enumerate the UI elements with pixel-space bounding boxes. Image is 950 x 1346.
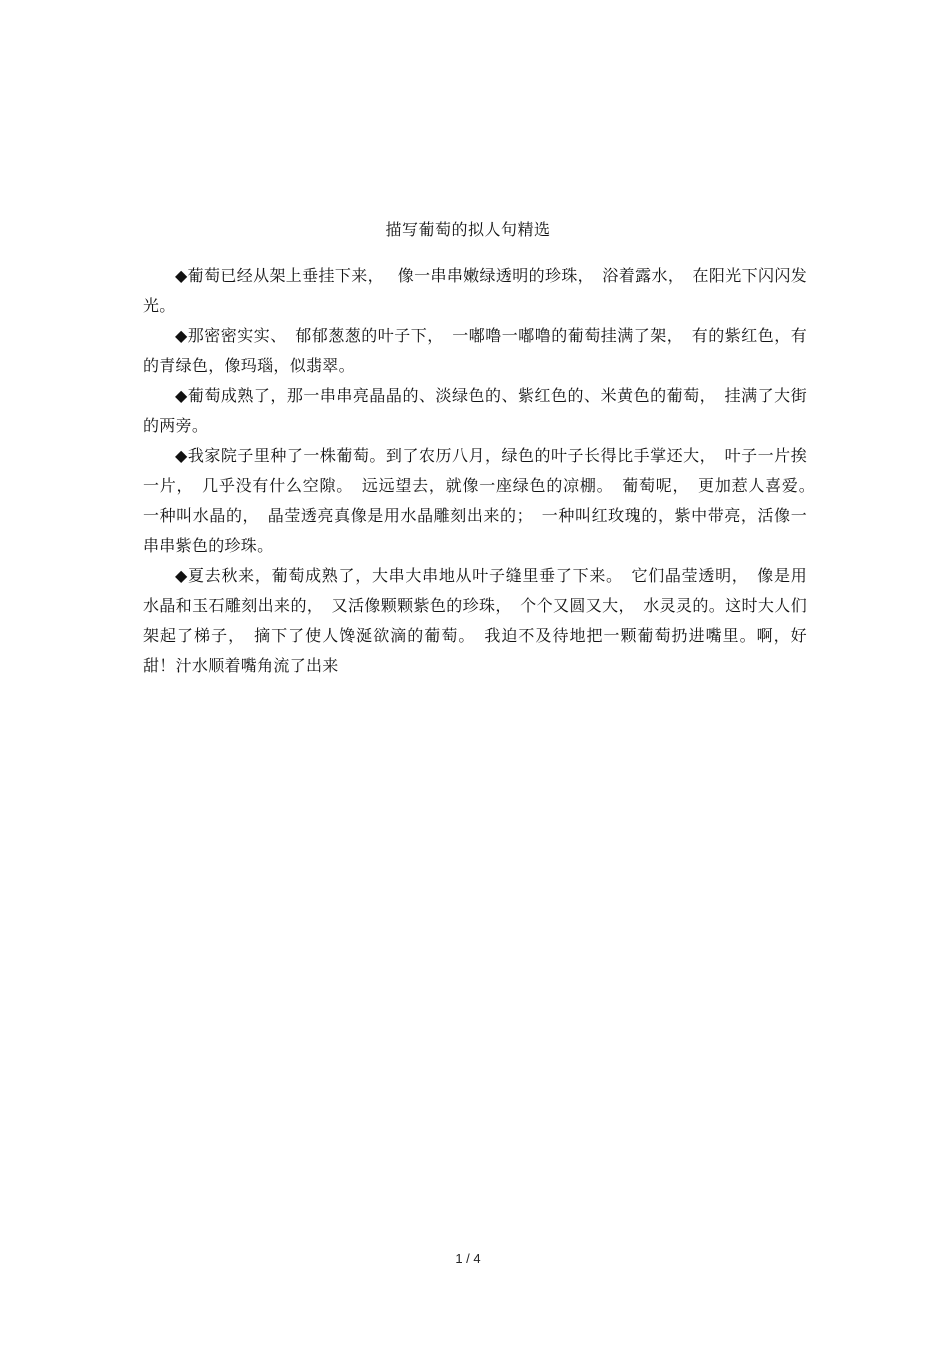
page-number: 1 / 4 [455,1251,481,1266]
paragraph-5: ◆夏去秋来，葡萄成熟了，大串大串地从叶子缝里垂了下来。 它们晶莹透明， 像是用水晶和玉石雕刻出来的， 又活像颗颗紫色的珍珠， 个个又圆又大， 水灵灵的。这时大人们架起了梯子， 摘下了使人馋涎欲滴的葡萄。 我迫不及待地把一颗葡萄扔进嘴里。啊，好甜！汁水顺着嘴角流了出来 [143,566,807,675]
paragraph-2: ◆那密密实实、 郁郁葱葱的叶子下， 一嘟噜一嘟噜的葡萄挂满了架， 有的紫红色，有的青绿色，像玛瑙，似翡翠。 [143,326,807,375]
paragraph-3: ◆葡萄成熟了，那一串串亮晶晶的、淡绿色的、紫红色的、米黄色的葡萄， 挂满了大街的两旁。 [143,386,807,435]
paragraph-1: ◆葡萄已经从架上垂挂下来， 像一串串嫩绿透明的珍珠， 浴着露水， 在阳光下闪闪发光。 [143,266,807,315]
paragraph-4: ◆我家院子里种了一株葡萄。到了农历八月，绿色的叶子长得比手掌还大， 叶子一片挨一片， 几乎没有什么空隙。 远远望去，就像一座绿色的凉棚。 葡萄呢， 更加惹人喜爱。 一种叫水晶的， 晶莹透亮真像是用水晶雕刻出来的； 一种叫红玫瑰的，紫中带亮，活像一串串紫色的珍珠。 [143,446,824,555]
document-body [143,261,824,681]
document-title: 描写葡萄的拟人句精选 [385,220,551,239]
